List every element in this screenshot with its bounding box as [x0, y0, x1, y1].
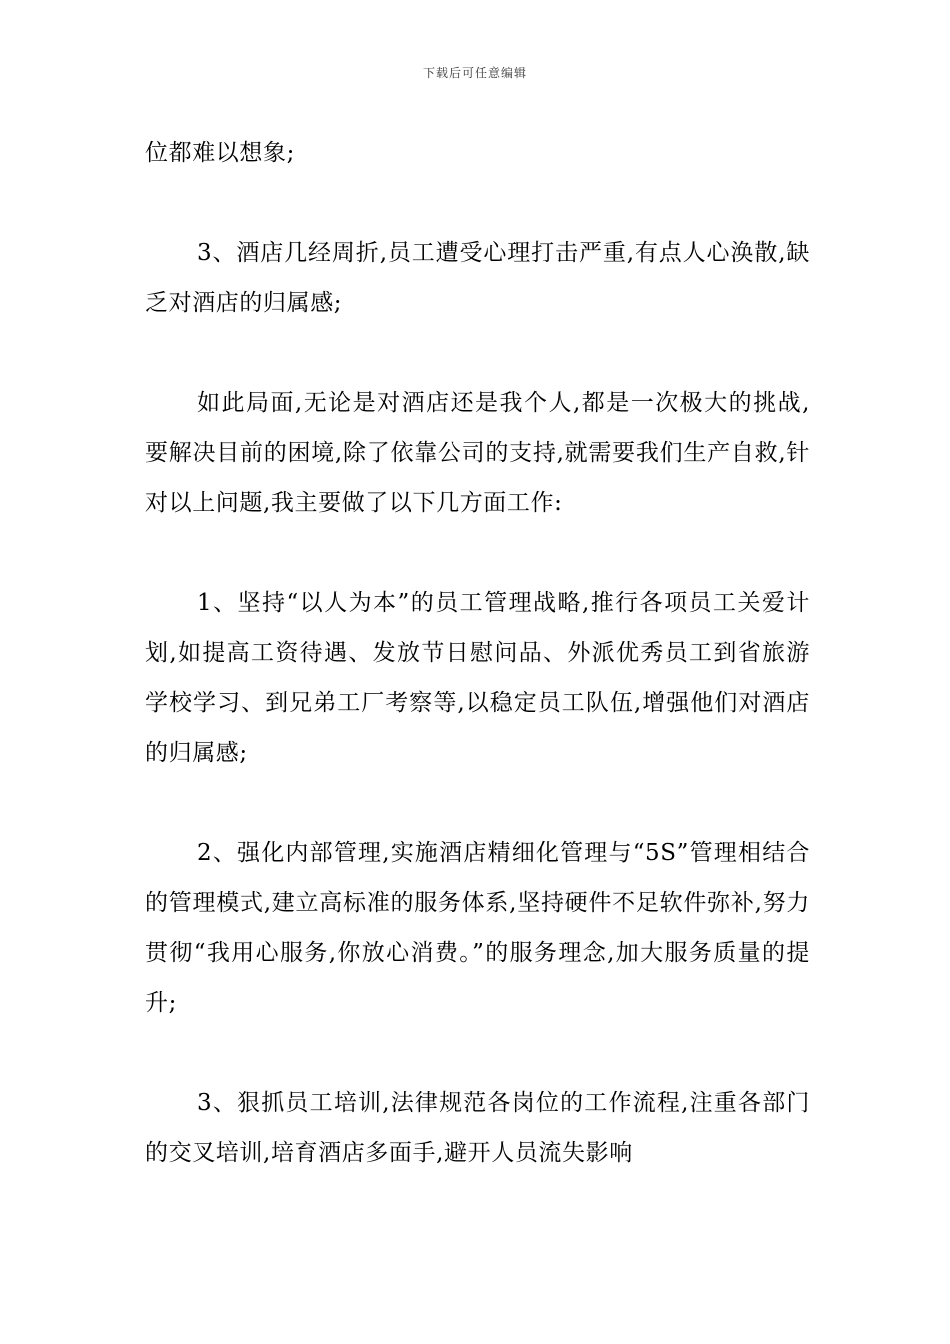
paragraph-gap: [145, 528, 810, 578]
document-body: [145, 128, 810, 1178]
paragraph-gap: [145, 328, 810, 378]
paragraph-item-3-training: 3、狠抓员工培训,法律规范各岗位的工作流程,注重各部门的交叉培训,培育酒店多面手,避开人员流失影响: [145, 1090, 810, 1166]
paragraph-item-3-morale: 3、酒店几经周折,员工遭受心理打击严重,有点人心涣散,缺乏对酒店的归属感;: [145, 240, 810, 316]
paragraph-situation: 如此局面,无论是对酒店还是我个人,都是一次极大的挑战,要解决目前的困境,除了依靠公司的支持,就需要我们生产自救,针对以上问题,我主要做了以下几方面工作:: [145, 390, 810, 516]
paragraph-gap: [145, 778, 810, 828]
paragraph-gap: [145, 178, 810, 228]
paragraph-item-1-people: 1、坚持“以人为本”的员工管理战略,推行各项员工关爱计划,如提高工资待遇、发放节日慰问品、外派优秀员工到省旅游学校学习、到兄弟工厂考察等,以稳定员工队伍,增强他们对酒店的归属感;: [145, 590, 810, 766]
page-header: 下载后可任意编辑: [422, 66, 527, 80]
paragraph-continuation: 位都难以想象;: [145, 140, 295, 166]
paragraph-item-2-management: 2、强化内部管理,实施酒店精细化管理与“5S”管理相结合的管理模式,建立高标准的服务体系,坚持硬件不足软件弥补,努力贯彻“我用心服务,你放心消费。”的服务理念,加大服务质量的提升;: [145, 840, 810, 1016]
paragraph-gap: [145, 1028, 810, 1078]
